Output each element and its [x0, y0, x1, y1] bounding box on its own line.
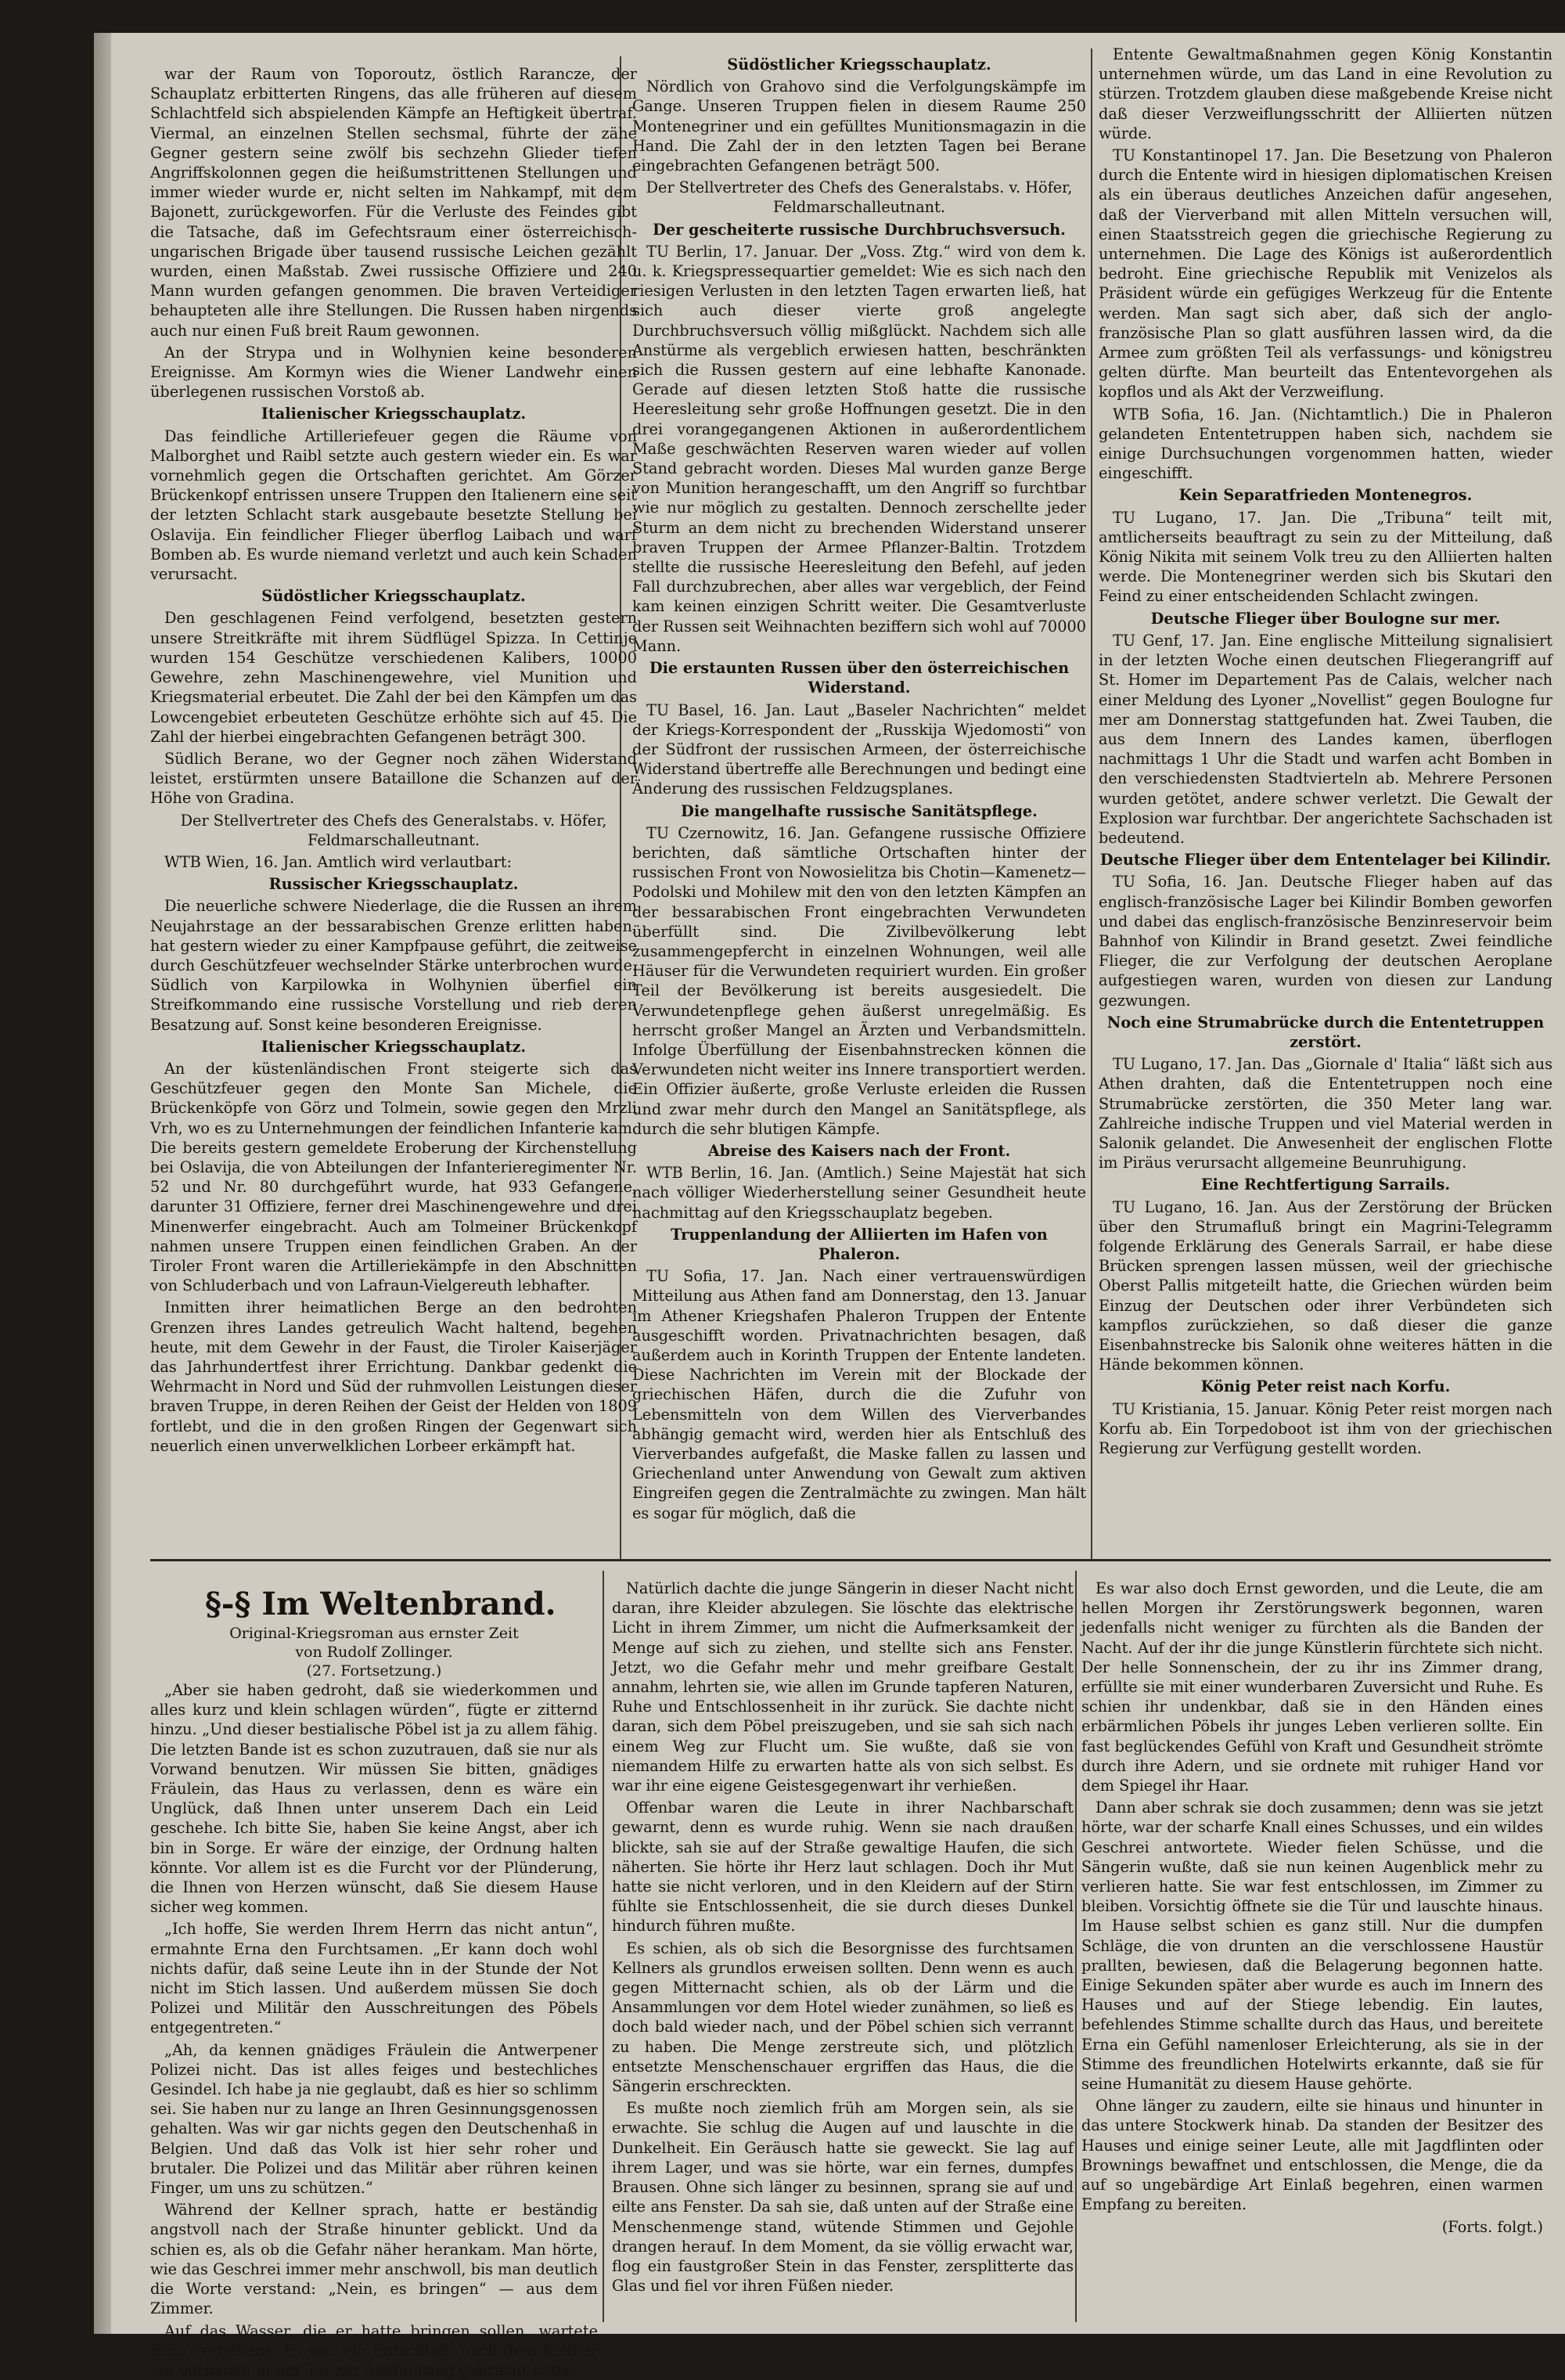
article-headline: Noch eine Strumabrücke durch die Ententetruppen zerstört.: [1099, 1013, 1552, 1052]
serial-installment: (27. Fortsetzung.): [150, 1662, 598, 1680]
article-headline: Kein Separatfrieden Montenegros.: [1099, 485, 1552, 505]
serial-column-2: [612, 1579, 1074, 2330]
signature: Der Stellvertreter des Chefs des Generalstabs. v. Höfer, Feldmarschalleutnant.: [150, 811, 637, 850]
column-rule: [1091, 49, 1092, 1559]
article-paragraph: TU Konstantinopel 17. Jan. Die Besetzung von Phaleron durch die Entente wird in hiesigen diplomatischen Kreisen als ein überaus deutliches Anzeichen dafür angesehen, daß der Vierverband mit allen Mitteln versuchen will, einen Staatsstreich gegen die griechische Regierung zu unternehmen. Die Lage des Königs ist außerordentlich bedroht. Eine griechische Republik mit Venizelos als Präsident würde ein gefügiges Werkzeug für die Entente werden. Man sagt sich aber, daß sich der anglo-französische Plan so glatt ausführen lassen wird, da die Armee zum größten Teil als verfassungs- und königstreu gelten dürfte. Man beurteilt das Ententevorgehen als kopflos und als Akt der Verzweiflung.: [1099, 146, 1552, 402]
section-heading: Russischer Kriegsschauplatz.: [150, 874, 637, 894]
article-paragraph: WTB Sofia, 16. Jan. (Nichtamtlich.) Die in Phaleron gelandeten Ententetruppen haben sich, nachdem sie einige Durchsuchungen vorgenommen hatten, wieder eingeschifft.: [1099, 405, 1552, 484]
serial-paragraph: Es war also doch Ernst geworden, und die Leute, die am hellen Morgen ihr Zerstörungswerk begonnen, waren jedenfalls nicht weniger zu fürchten als die Banden der Nacht. Auf der ihr die junge Künstlerin fürchtete sich nicht. Der helle Sonnenschein, der zu ihr ins Zimmer drang, erfüllte sie mit einer wunderbaren Zuversicht und Ruhe. Es schien ihr undenkbar, daß sie in den Händen eines erbärmlichen Pöbels ihr junges Leben verlieren sollte. Ein fast beglückendes Gefühl von Kraft und Gesundheit strömte durch ihre Adern, und sie ordnete mit ruhiger Hand vor dem Spiegel ihr Haar.: [1081, 1579, 1543, 1795]
article-paragraph: TU Berlin, 17. Januar. Der „Voss. Ztg.“ wird von dem k. u. k. Kriegspressequartier gemeldet: Wie es sich nach den riesigen Verlusten in den letzten Tagen erwarten ließ, hat sich auch dieser vierte groß angelegte Durchbruchsversuch völlig mißglückt. Nachdem sich alle Anstürme als vergeblich erwiesen hatten, beschränkten sich die Russen gestern auf eine lebhafte Kanonade. Gerade auf diesen letzten Stoß hatte die russische Heeresleitung sehr große Hoffnungen gesetzt. Die in den drei vorangegangenen Aktionen in außerordentlichem Maße geschwächten Reserven waren wieder auf vollen Stand gebracht worden. Dieses Mal wurden ganze Berge von Munition herangeschafft, um den Angriff so furchtbar wie nur möglich zu gestalten. Dennoch zerschellte jeder Sturm an dem nicht zu brechenden Widerstand unserer braven Truppen der Armee Pflanzer-Baltin. Trotzdem stellte die russische Heeresleitung den Befehl, auf jeden Fall durchzubrechen, aber alles war vergeblich, der Feind kam keinen einzigen Schritt weiter. Die Gesamtverluste der Russen seit Weihnachten beziffern sich wohl auf 70000 Mann.: [632, 242, 1086, 656]
serial-paragraph: „Ich hoffe, Sie werden Ihrem Herrn das nicht antun“, ermahnte Erna den Furchtsamen. „Er kann doch wohl nichts dafür, daß seine Leute ihn in der Stunde der Not nicht im Stich lassen. Und außerdem müssen Sie doch Polizei und Militär den Ausschreitungen des Pöbels entgegentreten.“: [150, 1919, 598, 2037]
column-rule: [603, 1571, 604, 2322]
article-headline: Die erstaunten Russen über den österreichischen Widerstand.: [632, 658, 1086, 697]
article-headline: Deutsche Flieger über Boulogne sur mer.: [1099, 609, 1552, 628]
article-headline: Deutsche Flieger über dem Ententelager bei Kilindir.: [1099, 850, 1552, 870]
serial-paragraph: Es mußte noch ziemlich früh am Morgen sein, als sie erwachte. Sie schlug die Augen auf und lauschte in die Dunkelheit. Ein Geräusch hatte sie geweckt. Sie lag auf ihrem Lager, und was sie hörte, war ein fernes, dumpfes Brausen. Ohne sich länger zu besinnen, sprang sie auf und eilte ans Fenster. Da sah sie, daß unten auf der Straße eine Menschenmenge stand, wütende Stimmen und Gejohle drangen herauf. In dem Moment, da sie völlig erwacht war, flog ein faustgroßer Stein in das Fenster, zersplitterte das Glas und fiel vor ihren Füßen nieder.: [612, 2098, 1074, 2295]
article-headline: Der gescheiterte russische Durchbruchsversuch.: [632, 220, 1086, 239]
article-headline: Eine Rechtfertigung Sarrails.: [1099, 1175, 1552, 1194]
serial-paragraph: Natürlich dachte die junge Sängerin in dieser Nacht nicht daran, ihre Kleider abzulegen. Sie löschte das elektrische Licht in ihrem Zimmer, um nicht die Aufmerksamkeit der Menge auf sich zu ziehen, und stellte sich ans Fenster. Jetzt, wo die Gefahr mehr und mehr greifbare Gestalt annahm, lehrten sie, wie allen im Grunde tapferen Naturen, Ruhe und Entschlossenheit in ihr zurück. Sie dachte nicht daran, sich dem Pöbel preiszugeben, und sie sah sich nach einem Weg zur Flucht um. Sie wußte, daß sie von niemandem Hilfe zu erwarten hatte als von sich selbst. Es war ihr eine eigene Geistesgegenwart ihr verhießen.: [612, 1579, 1074, 1795]
article-paragraph: Inmitten ihrer heimatlichen Berge an den bedrohten Grenzen ihres Landes getreulich Wacht haltend, begehen heute, mit dem Gewehr in der Faust, die Tiroler Kaiserjäger das Jahrhundertfest ihrer Errichtung. Dankbar gedenkt die Wehrmacht in Nord und Süd der ruhmvollen Leistungen dieser braven Truppe, in deren Reihen der Geist der Helden von 1809 fortlebt, und die in den großen Ringen der Gegenwart sich neuerlich einen unverwelklichen Lorbeer erkämpft hat.: [150, 1298, 637, 1456]
article-paragraph: Das feindliche Artilleriefeuer gegen die Räume von Malborghet und Raibl setzte auch gestern wieder ein. Es war vornehmlich gegen die Ortschaften gerichtet. Am Görzer Brückenkopf entrissen unsere Truppen den Italienern eine seit der letzten Schlacht stark ausgebaute besetzte Stellung bei Oslavija. Ein feindlicher Flieger überflog Laibach und warf Bomben ab. Es wurde niemand verletzt und auch kein Schaden verursacht.: [150, 427, 637, 585]
article-paragraph: TU Lugano, 17. Jan. Die „Tribuna“ teilt mit, amtlicherseits beauftragt zu sein zu der Mitteilung, daß König Nikita mit seinem Volk treu zu den Alliierten halten werde. Die Montenegriner werden sich bis Skutari den Feind zu einer entscheidenden Schlacht zwingen.: [1099, 508, 1552, 607]
article-paragraph: An der Strypa und in Wolhynien keine besonderen Ereignisse. Am Kormyn wies die Wiener Landwehr einen überlegenen russischen Vorstoß ab.: [150, 343, 637, 402]
column-rule: [1075, 1571, 1077, 2322]
serial-paragraph: Auf das Wasser, die er hatte bringen sollen, wartete Erna vergebens. Es war ein Entschluß, nach dem Kellner ein Vorhaben in der Tat zur Ausführung gebracht hatte.: [150, 2321, 598, 2380]
article-paragraph: Den geschlagenen Feind verfolgend, besetzten gestern unsere Streitkräfte mit ihrem Südflügel Spizza. In Cettinje wurden 154 Geschütze verschiedenen Kalibers, 10000 Gewehre, zehn Maschinengewehre, viel Munition und Kriegsmaterial erbeutet. Die Zahl der bei den Kämpfen um das Lowcengebiet erbeuteten Geschütze erhöhte sich auf 45. Die Zahl der hierbei eingebrachten Gefangenen beträgt 300.: [150, 608, 637, 746]
section-heading: Südöstlicher Kriegsschauplatz.: [632, 55, 1086, 74]
continuation-note: (Forts. folgt.): [1081, 2217, 1543, 2237]
article-paragraph: Die neuerliche schwere Niederlage, die die Russen an ihrem Neujahrstage an der bessarabischen Grenze erlitten haben, hat gestern wieder zu einer Kampfpause geführt, die zeitweise durch Geschützfeuer wechselnder Stärke unterbrochen wurde. Südlich von Karpilowka in Wolhynien überfiel ein Streifkommando eine russische Vorstellung und rieb deren Besatzung auf. Sonst keine besonderen Ereignisse.: [150, 896, 637, 1034]
news-column-2: [632, 52, 1086, 1567]
article-headline: Abreise des Kaisers nach der Front.: [632, 1141, 1086, 1161]
article-headline: Truppenlandung der Alliierten im Hafen von Phaleron.: [632, 1225, 1086, 1264]
news-column-3: [1099, 45, 1552, 1567]
news-column-1: [150, 64, 637, 1567]
serial-title: §-§ Im Weltenbrand.: [205, 1586, 598, 1622]
section-heading: Italienischer Kriegsschauplatz.: [150, 404, 637, 423]
serial-author: von Rudolf Zollinger.: [150, 1643, 598, 1662]
serial-column-3: [1081, 1579, 1543, 2330]
serial-paragraph: „Aber sie haben gedroht, daß sie wiederkommen und alles kurz und klein schlagen würden“, fügte er zitternd hinzu. „Und dieser bestialische Pöbel ist ja zu allem fähig. Die letzten Bande ist es schon zuzutrauen, daß sie nur als Vorwand benutzen. Wir müssen Sie bitten, gnädiges Fräulein, das Haus zu verlassen, denn es wäre ein Unglück, daß Ihnen unter unserem Dach ein Leid geschehe. Ich bitte Sie, haben Sie keine Angst, aber ich bin in Sorge. Er wäre der einzige, der Ordnung halten könnte. Vor allem ist es die Furcht vor der Plünderung, die Ihnen von Herzen wünscht, daß Sie diesem Hause sicher weg kommen.: [150, 1680, 598, 1917]
article-paragraph: Südlich Berane, wo der Gegner noch zähen Widerstand leistet, erstürmten unsere Bataillone die Schanzen auf der Höhe von Gradina.: [150, 749, 637, 808]
article-paragraph: WTB Berlin, 16. Jan. (Amtlich.) Seine Majestät hat sich nach völliger Wiederherstellung seiner Gesundheit heute nachmittag auf den Kriegsschauplatz begeben.: [632, 1163, 1086, 1222]
article-paragraph: TU Czernowitz, 16. Jan. Gefangene russische Offiziere berichten, daß sämtliche Ortschaften hinter der russischen Front von Nowosielitza bis Chotin—Kamenetz—Podolski und Mohilew mit den von den letzten Kämpfen an der bessarabischen Front eingebrachten Verwundeten überfüllt sind. Die Zivilbevölkerung lebt zusammengepfercht in einzelnen Wohnungen, weil alle Häuser für die Verwundeten requiriert wurden. Ein großer Teil der Bevölkerung ist bereits ausgesiedelt. Die Verwundetenpflege gehen äußerst unregelmäßig. Es herrscht großer Mangel an Ärzten und Verbandsmitteln. Infolge Überfüllung der Eisenbahnstrecken können die Verwundeten nicht weiter ins Innere transportiert werden. Ein Offizier äußerte, große Verluste erleiden die Russen und zwar mehr durch den Mangel an Sanitätspflege, als durch die sehr blutigen Kämpfe.: [632, 823, 1086, 1139]
article-paragraph: war der Raum von Toporoutz, östlich Rarancze, der Schauplatz erbitterten Ringens, das alle früheren auf diesem Schlachtfeld sich abspielenden Kämpfe an Heftigkeit übertraf. Viermal, an einzelnen Stellen sechsmal, führte der zähe Gegner gestern seine zwölf bis sechzehn Glieder tiefen Angriffskolonnen gegen die heißumstrittenen Stellungen und immer wieder wurde er, nicht selten im Nahkampf, mit dem Bajonett, zurückgeworfen. Für die Verluste des Feindes gibt die Tatsache, daß im Gefechtsraum einer österreichisch-ungarischen Brigade über tausend russische Leichen gezählt wurden, einen Maßstab. Zwei russische Offiziere und 240 Mann wurden gefangen genommen. Die braven Verteidiger behaupteten alle ihre Stellungen. Die Russen haben nirgends auch nur einen Fuß breit Raum gewonnen.: [150, 64, 637, 340]
article-paragraph: TU Lugano, 16. Jan. Aus der Zerstörung der Brücken über den Strumafluß bringt ein Magrini-Telegramm folgende Erklärung des Generals Sarrail, er habe diese Brücken sprengen lassen müssen, weil der griechische Oberst Pallis mitgeteilt hatte, die Griechen würden beim Einzug der Deutschen oder ihrer Verbündeten sich kampflos zurückziehen, so daß dieser die ganze Eisenbahnstrecke bis Salonik ohne weiteres hätten in die Hände bekommen können.: [1099, 1197, 1552, 1375]
article-paragraph: TU Basel, 16. Jan. Laut „Baseler Nachrichten“ meldet der Kriegs-Korrespondent der „Russkija Wjedomosti“ von der Südfront der russischen Armeen, der österreichische Widerstand übertreffe alle Berechnungen und bedingt eine Änderung des russischen Feldzugsplanes.: [632, 700, 1086, 799]
section-heading: Italienischer Kriegsschauplatz.: [150, 1037, 637, 1057]
serial-paragraph: Während der Kellner sprach, hatte er beständig angstvoll nach der Straße hinunter geblickt. Und da schien es, als ob die Gefahr näher herankam. Man hörte, wie das Geschrei immer mehr anschwoll, bis man deutlich die Worte verstand: „Nein, es bringen“ — aus dem Zimmer.: [150, 2200, 598, 2318]
serial-paragraph: Ohne länger zu zaudern, eilte sie hinaus und hinunter in das untere Stockwerk hinab. Da standen der Besitzer des Hauses und einige seiner Leute, alle mit Jagdflinten oder Brownings bewaffnet und entschlossen, die Menge, die da auf so ungebärdige Art Einlaß begehren, einen warmen Empfang zu bereiten.: [1081, 2096, 1543, 2214]
article-paragraph: TU Genf, 17. Jan. Eine englische Mitteilung signalisiert in der letzten Woche einen deutschen Fliegerangriff auf St. Homer im Departement Pas de Calais, welcher nach einer Meldung des Lyoner „Novellist“ gegen Boulogne fur mer am Donnerstag stattgefunden hat. Zwei Tauben, die aus dem Innern des Landes kamen, überflogen nachmittags 1 Uhr die Stadt und warfen acht Bomben in den verschiedensten Stadtvierteln ab. Mehrere Personen wurden getötet, andere schwer verletzt. Die Gewalt der Explosion war furchtbar. Der angerichtete Sachschaden ist bedeutend.: [1099, 631, 1552, 848]
article-paragraph: TU Lugano, 17. Jan. Das „Giornale d' Italia“ läßt sich aus Athen drahten, daß die Ententetruppen noch eine Strumabrücke zerstörten, die 350 Meter lang war. Zahlreiche indische Truppen und viel Material werden in Salonik gelandet. Die Anwesenheit der englischen Flotte im Piräus verursacht allgemeine Beunruhigung.: [1099, 1054, 1552, 1172]
article-paragraph: Nördlich von Grahovo sind die Verfolgungskämpfe im Gange. Unseren Truppen fielen in diesem Raume 250 Montenegriner und ein gefülltes Munitionsmagazin in die Hand. Die Zahl der in den letzten Tagen bei Berane eingebrachten Gefangenen beträgt 500.: [632, 77, 1086, 175]
serial-paragraph: Offenbar waren die Leute in ihrer Nachbarschaft gewarnt, denn es wurde ruhig. Wenn sie nach draußen blickte, sah sie auf der Straße gewaltige Haufen, die sich näherten. Sie hörte ihr Herz laut schlagen. Doch ihr Mut hatte sie nicht verloren, und in den Kleidern auf der Stirn fühlte sie Entschlossenheit, die sie durch dieses Dunkel hindurch führen mußte.: [612, 1798, 1074, 1935]
article-paragraph: TU Kristiania, 15. Januar. König Peter reist morgen nach Korfu ab. Ein Torpedoboot ist ihm von der griechischen Regierung zur Verfügung gestellt worden.: [1099, 1399, 1552, 1459]
article-paragraph: TU Sofia, 16. Jan. Deutsche Flieger haben auf das englisch-französische Lager bei Kilindir Bomben geworfen und dabei das englisch-französische Benzinreservoir beim Bahnhof von Kilindir in Brand gesetzt. Zwei feindliche Flieger, die zur Verfolgung der deutschen Aeroplane aufgestiegen waren, wurden von diesen zur Landung gezwungen.: [1099, 872, 1552, 1010]
article-headline: König Peter reist nach Korfu.: [1099, 1377, 1552, 1396]
signature: Der Stellvertreter des Chefs des Generalstabs. v. Höfer, Feldmarschalleutnant.: [632, 178, 1086, 217]
serial-paragraph: „Ah, da kennen gnädiges Fräulein die Antwerpener Polizei nicht. Das ist alles feiges und bestechliches Gesindel. Ich habe ja nie geglaubt, daß es hier so schlimm sei. Sie haben nur zu lange an Ihren Gesinnungsgenossen gehalten. Was wir gar nichts gegen den Deutschenhaß in Belgien. Und daß das Volk ist hier sehr roher und brutaler. Die Polizei und das Militär aber rühren keinen Finger, um uns zu schützen.“: [150, 2040, 598, 2198]
article-paragraph: An der küstenländischen Front steigerte sich das Geschützfeuer gegen den Monte San Michele, die Brückenköpfe von Görz und Tolmein, sowie gegen den Mrzli Vrh, wo es zu Unternehmungen der feindlichen Infanterie kam. Die bereits gestern gemeldete Eroberung der Kirchenstellung bei Oslavija, die von Abteilungen der Infanterieregimenter Nr. 52 und Nr. 80 durchgeführt wurde, hat 933 Gefangene, darunter 31 Offiziere, ferner drei Maschinengewehre und drei Minenwerfer eingebracht. Auch am Tolmeiner Brückenkopf nahmen unsere Truppen einen feindlichen Graben. An der Tiroler Front waren die Artilleriekämpfe in den Abschnitten von Schluderbach und von Lafraun-Vielgereuth lebhafter.: [150, 1059, 637, 1295]
serial-subtitle: Original-Kriegsroman aus ernster Zeit: [150, 1624, 598, 1643]
section-divider: [150, 1559, 1551, 1561]
serial-paragraph: Dann aber schrak sie doch zusammen; denn was sie jetzt hörte, war der scharfe Knall eines Schusses, und ein wildes Geschrei antwortete. Wieder fielen Schüsse, und die Sängerin wußte, daß sie nun keinen Augenblick mehr zu verlieren hatte. Sie war fest entschlossen, im Zimmer zu bleiben. Vorsichtig öffnete sie die Tür und lauschte hinaus. Im Hause selbst schien es ganz still. Nur die dumpfen Schläge, die von drunten an die verschlossene Haustür prallten, bewiesen, daß die Belagerung begonnen hatte. Einige Sekunden später aber wurde es auch im Innern des Hauses und auf der Stiege lebendig. Ein lautes, befehlendes Stimme schallte durch das Haus, und bereitete Erna ein Gefühl namenloser Erleichterung, als sie in der Stimme des freundlichen Hotelwirts erkannte, daß sie für seine Humanität zu diesem Hause gehörte.: [1081, 1798, 1543, 2094]
serial-column-1: [150, 1579, 598, 2330]
article-paragraph: Entente Gewaltmaßnahmen gegen König Konstantin unternehmen würde, um das Land in eine Revolution zu stürzen. Trotzdem glauben diese maßgebende Kreise nicht daß dieser Verzweiflungsschritt der Alliierten nützen würde.: [1099, 45, 1552, 143]
dateline: WTB Wien, 16. Jan. Amtlich wird verlautbart:: [150, 852, 637, 872]
newspaper-page: [111, 33, 1565, 2334]
article-paragraph: TU Sofia, 17. Jan. Nach einer vertrauenswürdigen Mitteilung aus Athen fand am Donnerstag, den 13. Januar im Athener Kriegshafen Phaleron Truppen der Entente ausgeschifft worden. Privatnachrichten besagen, daß außerdem auch in Korinth Truppen der Entente landeten. Diese Nachrichten im Verein mit der Blockade der griechischen Häfen, durch die die Zufuhr von Lebensmitteln von dem Willen des Vierverbandes abhängig gemacht wird, werden hier als Entschluß des Vierverbandes aufgefaßt, die Maske fallen zu lassen und Griechenland unter Anwendung von Gewalt zum aktiven Eingreifen gegen die Zentralmächte zu zwingen. Man hält es sogar für möglich, daß die: [632, 1266, 1086, 1523]
article-headline: Die mangelhafte russische Sanitätspflege.: [632, 801, 1086, 821]
serial-paragraph: Es schien, als ob sich die Besorgnisse des furchtsamen Kellners als grundlos erweisen sollten. Denn wenn es auch gegen Mitternacht schien, als ob der Lärm und die Ansammlungen vor dem Hotel wieder zunähmen, so ließ es doch bald wieder nach, und der Pöbel schien sich verrannt zu haben. Die Menge zerstreute sich, und plötzlich entsetzte Menschenschauer ergriffen das Haus, die die Sängerin erschreckten.: [612, 1939, 1074, 2097]
section-heading: Südöstlicher Kriegsschauplatz.: [150, 586, 637, 606]
